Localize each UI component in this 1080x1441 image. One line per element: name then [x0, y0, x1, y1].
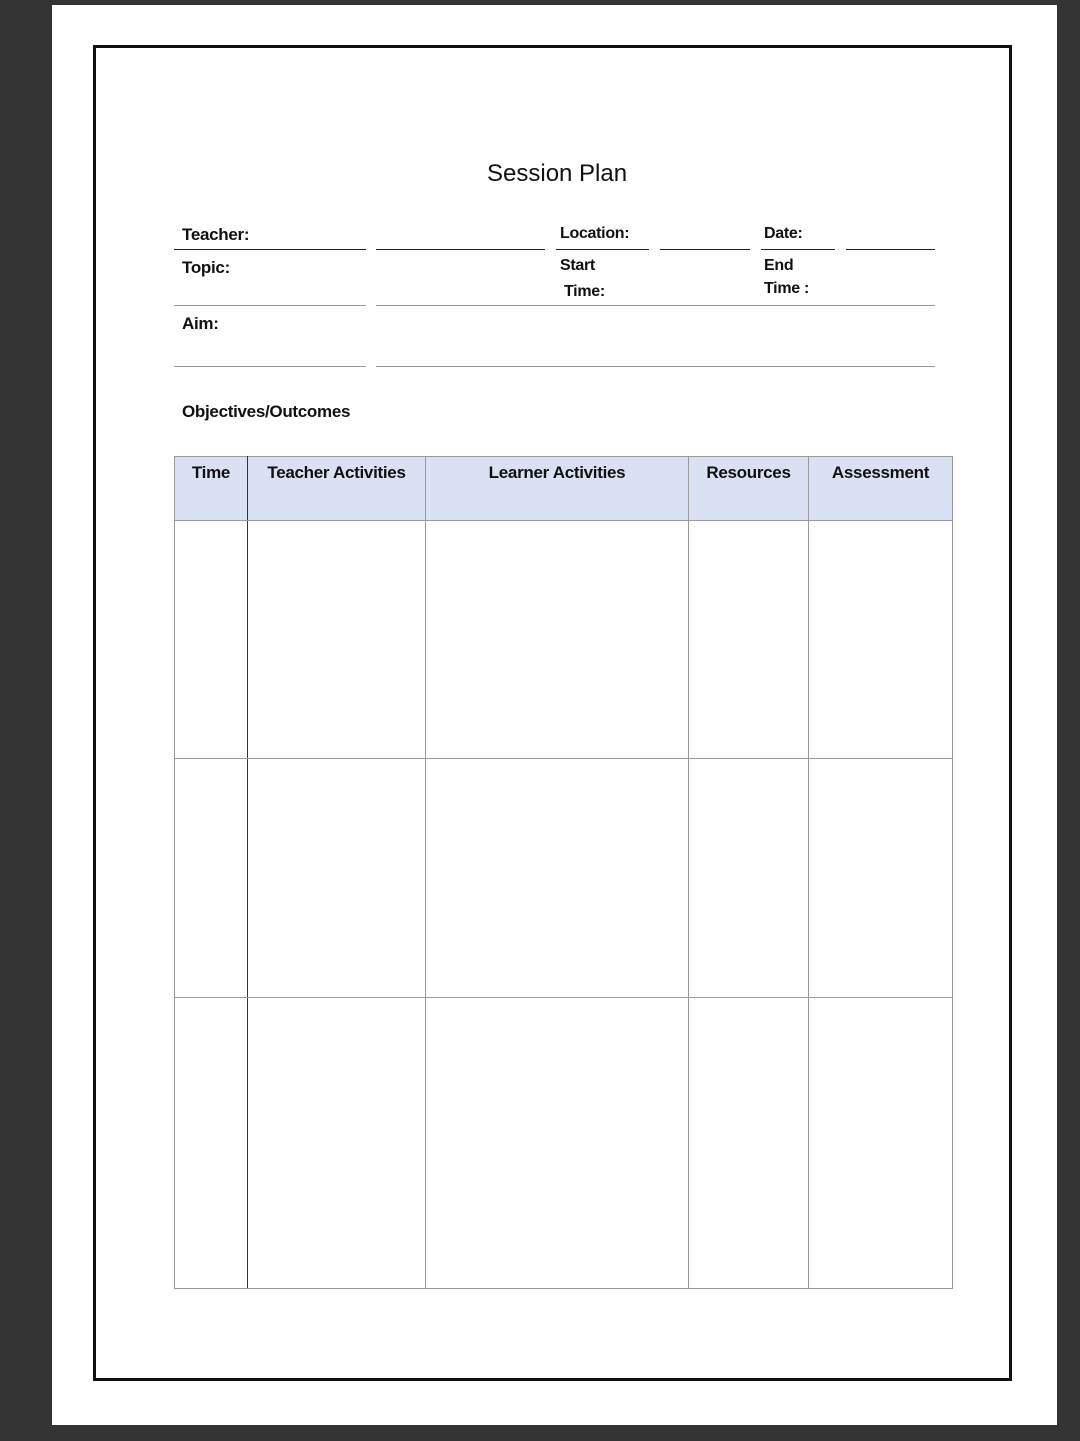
date-field-line[interactable] — [846, 249, 935, 250]
cell-learner-activities[interactable] — [426, 521, 689, 759]
teacher-field-line[interactable] — [376, 249, 545, 250]
objectives-heading: Objectives/Outcomes — [182, 402, 351, 421]
header-time: Time — [175, 457, 248, 521]
aim-label: Aim: — [182, 314, 219, 333]
cell-assessment[interactable] — [809, 998, 953, 1289]
header-teacher-activities: Teacher Activities — [248, 457, 426, 521]
teacher-label: Teacher: — [182, 225, 250, 244]
cell-time[interactable] — [175, 998, 248, 1289]
cell-learner-activities[interactable] — [426, 998, 689, 1289]
cell-time[interactable] — [175, 759, 248, 998]
cell-learner-activities[interactable] — [426, 759, 689, 998]
date-label: Date: — [764, 225, 803, 242]
topic-field-line[interactable] — [376, 305, 935, 306]
table-header-row — [175, 457, 953, 521]
end-time-label-line2: Time : — [764, 280, 810, 297]
end-time-label-line1: End — [764, 257, 794, 274]
cell-teacher-activities[interactable] — [248, 521, 426, 759]
table-row — [175, 759, 953, 998]
topic-label: Topic: — [182, 258, 230, 277]
cell-teacher-activities[interactable] — [248, 998, 426, 1289]
page-title: Session Plan — [487, 160, 628, 187]
topic-label-underline — [174, 305, 366, 306]
cell-resources[interactable] — [689, 521, 809, 759]
document-page — [52, 5, 1057, 1425]
date-label-underline — [761, 249, 835, 250]
location-label: Location: — [560, 225, 630, 242]
location-field-line[interactable] — [660, 249, 750, 250]
header-assessment: Assessment — [809, 457, 953, 521]
aim-label-underline — [174, 366, 366, 367]
header-resources: Resources — [689, 457, 809, 521]
cell-resources[interactable] — [689, 998, 809, 1289]
header-learner-activities: Learner Activities — [426, 457, 689, 521]
cell-assessment[interactable] — [809, 521, 953, 759]
aim-field-line[interactable] — [376, 366, 935, 367]
session-plan-table — [174, 456, 953, 1289]
cell-time[interactable] — [175, 521, 248, 759]
location-label-underline — [556, 249, 649, 250]
table-row — [175, 521, 953, 759]
cell-resources[interactable] — [689, 759, 809, 998]
table-row — [175, 998, 953, 1289]
start-time-label-line1: Start — [560, 257, 595, 274]
teacher-label-underline — [174, 249, 366, 250]
start-time-label-line2: Time: — [564, 283, 605, 300]
cell-teacher-activities[interactable] — [248, 759, 426, 998]
cell-assessment[interactable] — [809, 759, 953, 998]
